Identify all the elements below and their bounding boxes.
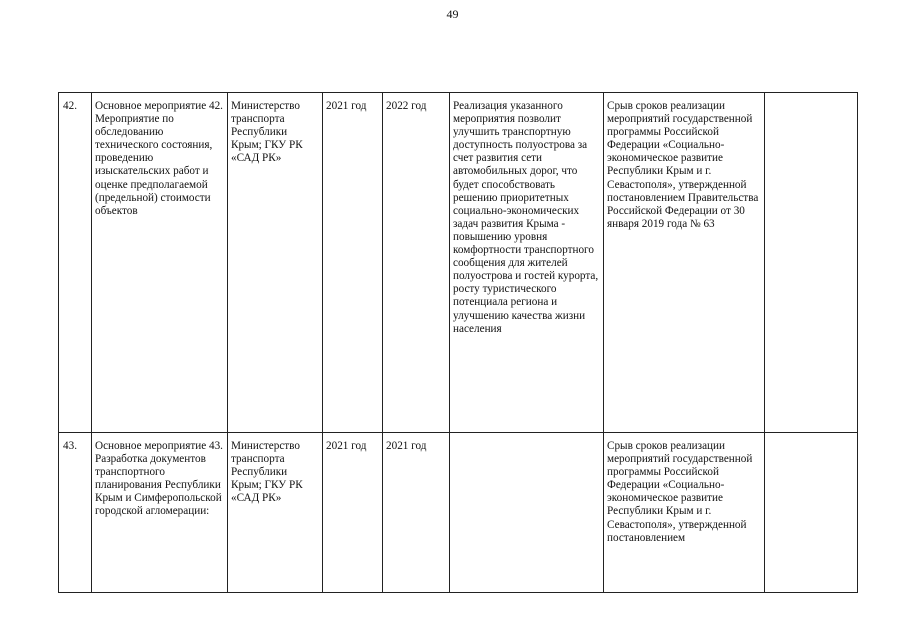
measures-table xyxy=(58,92,858,593)
extra-cell xyxy=(765,93,858,433)
end-year-cell: 2021 год xyxy=(383,433,450,593)
row-number-cell: 42. xyxy=(59,93,92,433)
start-year-cell: 2021 год xyxy=(323,433,383,593)
table-row xyxy=(59,93,858,433)
consequences-cell: Срыв сроков реализации мероприятий государственной программы Российской Федерации «Социально-экономическое развитие Республики Крым и г. Севастополя», утвержденной постановлением Правительства Российской Федерации от 30 января 2019 года № 63 xyxy=(604,93,765,433)
expected-result-cell: Реализация указанного мероприятия позволит улучшить транспортную доступность полуострова за счет развития сети автомобильных дорог, что будет способствовать решению приоритетных социально-экономических задач развития Крыма - повышению уровня комфортности транспортного сообщения для жителей полуострова и гостей курорта, росту туристического потенциала региона и улучшению качества жизни населения xyxy=(450,93,604,433)
end-year-cell: 2022 год xyxy=(383,93,450,433)
extra-cell xyxy=(765,433,858,593)
executor-cell: Министерство транспорта Республики Крым; ГКУ РК «САД РК» xyxy=(228,433,323,593)
expected-result-cell xyxy=(450,433,604,593)
page-number: 49 xyxy=(446,7,459,21)
consequences-cell: Срыв сроков реализации мероприятий государственной программы Российской Федерации «Социально-экономическое развитие Республики Крым и г. Севастополя», утвержденной постановлением xyxy=(604,433,765,593)
measure-name-cell: Основное мероприятие 42. Мероприятие по обследованию технического состояния, проведению изыскательских работ и оценке предполагаемой (предельной) стоимости объектов xyxy=(92,93,228,433)
measure-name-cell: Основное мероприятие 43. Разработка документов транспортного планирования Республики Крым и Симферопольской городской агломерации: xyxy=(92,433,228,593)
executor-cell: Министерство транспорта Республики Крым; ГКУ РК «САД РК» xyxy=(228,93,323,433)
row-number-cell: 43. xyxy=(59,433,92,593)
table-row xyxy=(59,433,858,593)
start-year-cell: 2021 год xyxy=(323,93,383,433)
